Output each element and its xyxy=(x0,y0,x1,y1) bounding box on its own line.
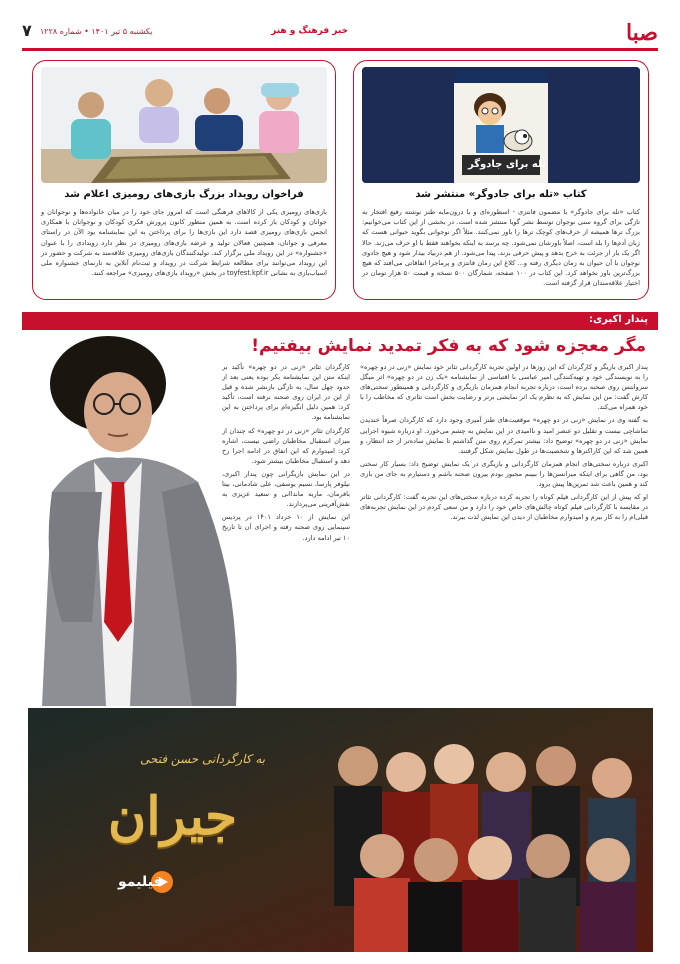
page-number: ۷ xyxy=(22,21,32,40)
article-paragraph: این نمایش از ۱۰ خرداد ۱۴۰۱ در پردیس سینمایی روی صحنه رفته و اجرای آن تا تاریخ ۱۰ تیر ادامه دارد. xyxy=(222,513,350,542)
dateline: یکشنبه ۵ تیر ۱۴۰۱ • شماره ۱۲۲۸ xyxy=(40,27,153,36)
page-header xyxy=(22,18,658,51)
book-news-title: کتاب «تله برای جادوگر» منتشر شد xyxy=(415,189,587,200)
news-box-board-games xyxy=(32,60,336,300)
games-news-body: بازی‌های رومیزی یکی از کالاهای فرهنگی است که امروز جای خود را در میان خانواده‌ها و نوجوانان و جوانان و کودکان باز کرده است. به همین منظور کانون پرورش فکری کودکان و نوجوانان با همکاری انجمن بازی‌های رومیزی قصد دارد این بازی‌ها را برای پرداختن به این نمایشنامه بود الآن در راستای معرفی و جوانان، همچنین فعالان تولید و عرضه بازی‌های رومیزی در نظر دارد رویدادی را با عنوان «جشنواره» در این رویداد ملی برگزار کند. تولیدکنندگان بازی‌های رومیزی علاقه‌مند به شرکت و حضور در این رویداد می‌توانند برای مطالعه شرایط شرکت در رویداد و ثبت‌نام آنلاین به تارنمای جشنواره ملی اسباب‌بازی به نشانی toyfest.kpf.ir در بخش «رویداد بازی‌های رومیزی» مراجعه کنند. xyxy=(41,208,327,278)
book-news-body: کتاب «تله برای جادوگر» با مضمون فانتزی - اسطوره‌ای و با درون‌مایه طنز نوشته رفیع افتخار به تازگی برای گروه سنی نوجوان توسط نشر گویا منتشر شده است. در بخشی از این کتاب می‌خوانیم: بزرگ ترها همیشه از حرف‌های کوچک ترها را باور نمی‌کنند. مثلاً اگر نوجوانی بگوید حیوانی هست که زبان آدم‌ها را بلد است، اصلاً باورشان نمی‌شود. چه برسد به اینکه بخواهند فقط با او حرف می‌زند. حالا اگر یک بار از جرئت به خرج بدهد و پیش حرفی بزند، پیدا می‌شود. از هم دربیاد بیدار شود و هیچ جادوی نوجوان با آن حیوان به زمان دیگری رفته و... کلاغ این رمان فانتزی و پرماجرا اتفاقاتی می‌افتد که هیچ بزرگ‌ترین باور نخواهد کرد. این کتاب در ۱۰۰ صفحه، شمارگان ۵۰۰ نسخه و قیمت ۵۰ هزار تومان در اختیار علاقه‌مندان قرار گرفته است. xyxy=(362,208,640,288)
ad-director-credit: به کارگردانی حسن فتحی xyxy=(140,752,266,766)
article-paragraph: او که پیش از این کارگردانی فیلم کوتاه را تجربه کرده درباره سختی‌های این تجربه گفت: کارگردانی تئاتر در مقایسه با کارگردانی فیلم کوتاه چالش‌های خاص خود را دارد و من سعی کردم در این نمایش تجربه‌های قبلی‌ام را به کار ببرم و امیدوارم مخاطبان از دیدن این نمایش لذت ببرند. xyxy=(360,493,648,522)
book-cover-image xyxy=(362,67,640,183)
article-paragraph: اکبری درباره سختی‌های انجام همزمان کارگردانی و بازیگری در یک نمایش توضیح داد: بسیار کار سختی بود، من گاهی برای اینکه میزانسن‌ها را ببینم مجبور بودم بیرون صحنه باشم و دستیارم به جای من بازی کند و همین باعث شد تمرین‌ها پیش برود. xyxy=(360,459,648,489)
newspaper-logo: صبا xyxy=(625,20,658,46)
article-column-left xyxy=(222,362,350,707)
article-kicker: پندار اکبری: xyxy=(589,314,648,325)
article-headline: مگر معجزه شود که به فکر تمدید نمایش بیفتیم! xyxy=(251,336,646,356)
games-news-title: فراخوان رویداد بزرگ بازی‌های رومیزی اعلام شد xyxy=(64,189,304,200)
news-box-book xyxy=(353,60,649,300)
article-paragraph: پندار اکبری بازیگر و کارگردان که این روزها در اولین تجربه کارگردانی تئاتر خود نمایش «زنی در دو چهره» را به نویسندگی خود و تهیه‌کنندگی امیر عباسی با اقتباسی از نمایشنامه «یک زن در دو چهره» اثر میگل سروانتس روی صحنه برده است، درباره تجربه انجام همزمان بازیگری و کارگردانی و همینطور سختی‌های کارش گفت: من این نمایش که به نظرم یک اثر نمایشی برتر و رضایت بخش است تئاتری که مخاطب را با خود همراه می‌کند. xyxy=(360,363,648,412)
article-paragraph: کارگردان تئاتر «زنی در دو چهره» که چندان از میزان استقبال مخاطبان راضی نیست، اشاره کرد: امیدوارم که این اتفاق در ادامه اجرا رخ دهد و استقبال مخاطبان بیشتر شود. xyxy=(222,426,350,465)
family-photo-illustration xyxy=(41,67,327,183)
section-name: خبر فرهنگ و هنر xyxy=(271,26,348,36)
ad-series-title: جیران xyxy=(108,786,238,847)
article-paragraph: در این نمایش بازیگرانی چون پندار اکبری، نیلوفر پارسا، نسیم یوسفی، علی شادمانی، بیتا بافرمان، ماریه مانداانی و سعید عزیزی به نقش‌آفرینی می‌پردازند. xyxy=(222,469,350,509)
article-paragraph: به گفته وی در نمایش «زنی در دو چهره» موقعیت‌های طنز آمیزی وجود دارد که کارگردان صرفاً خندیدن تماشاچی نیست و تقلیل دو عنصر امید و ناامیدی در این نمایش به چشم می‌خورد. او درباره شیوه اجرایی نمایش «زنی در دو چهره» توضیح داد: بیشتر تمرکزم روی متن گذاشتم تا نمایش ساده‌تر از حد انتظار، و همین شد که این کاراکترها و شخصیت‌ها در طول نمایش شکل گرفتند. xyxy=(360,416,648,455)
article-column-right xyxy=(360,362,648,702)
book-cover-title: تله برای جادوگر xyxy=(468,159,546,170)
article-paragraph: کارگردان تئاتر «زنی در دو چهره» تأکید بر اینکه متن این نمایشنامه بکر بوده یعنی بعد از حدود چهل سال، به تازگی بازنشر شده و قبل از این در ایران روی صحنه نرفته است، تأکید کرد: همین دلیل انگیزه‌ام برای پرداختن به این نمایشنامه بود. xyxy=(222,363,350,422)
ad-brand-name: فیلیمو xyxy=(118,874,163,890)
family-board-game-photo xyxy=(41,67,327,183)
